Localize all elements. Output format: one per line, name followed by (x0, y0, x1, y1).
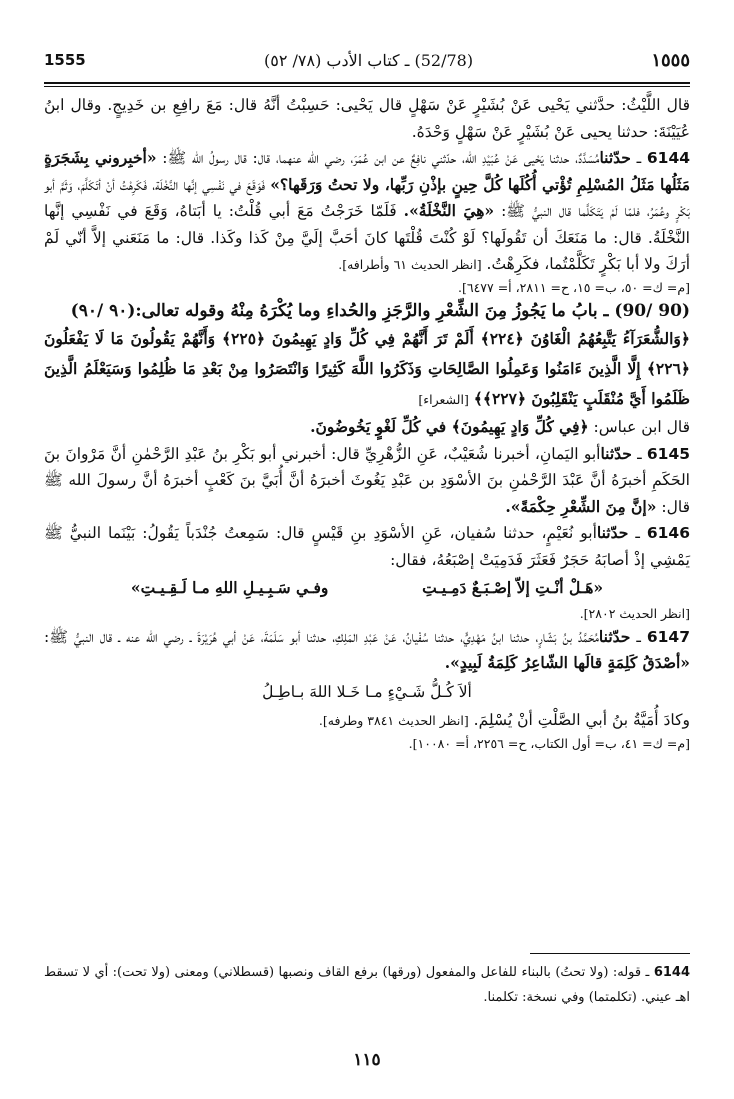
paragraph-laith: قال اللَّيْثُ: حدَّثني يَحْيى عَنْ بُشَيْرٍ عَنْ سَهْلٍ قال يَحْيى: حَسِبْتُ أنَّهُ قال: مَعَ رافِعِ بن خَدِيجٍ. وقال ابنُ عُيَيْنَةَ: حدثنا يحيى عَنْ بُشَيْرٍ عَنْ سَهْلٍ وَحْدَهُ. (44, 96, 690, 141)
page-header (44, 40, 690, 80)
header-rule (44, 82, 690, 87)
hadith-number: 6147 (646, 627, 690, 646)
poem-verse (44, 573, 690, 604)
cross-reference-codes: [م= ك= ٤١، ب= أول الكتاب، ح= ٢٢٥٦، أ= ١٠٠٨٠]. (408, 735, 690, 751)
verse-source: [الشعراء] (418, 392, 469, 407)
chapter-heading: (90 /90) ـ بابُ ما يَجُوزُ مِنَ الشِّعْرِ والرَّجَزِ والحُداءِ وما يُكْرَهُ مِنْهُ وقوله تعالى:(٩٠ /٩٠) (70, 300, 690, 321)
hadith-text: مُحَمَّدُ بنُ بَشّارٍ، حدثنا ابنُ مَهْدِيٍّ، حدثنا سُفْيانُ، عَنْ عَبْدِ المَلِكِ، حدثنا أبو سَلَمَةَ، عَنْ أبي هُرَيْرَةَ ـ رضي الله عنه ـ قال النبيُّ ﷺ: (44, 627, 599, 646)
hadith-number: 6146 (646, 524, 690, 542)
prophet-quote: «إنَّ مِنَ الشِّعْرِ حِكْمَةً». (505, 496, 657, 516)
poem-verse: ألاَ كُـلُّ شَـيْءٍ مـا خَـلا اللهَ بـاطِـلُ (262, 682, 472, 701)
hadith-6145: 6145 ـ حدّثناأبو اليَمانِ، أخبرنا شُعَيْبٌ، عَنِ الزُّهْرِيِّ قال: أخبرني أبو بَكْرِ بنُ عَبْدِ الرَّحْمٰنِ أنَّ مَرْوانَ بنَ الحَكَمِ أخبرَهُ أنَّ عَبْدَ الرَّحْمٰنِ بنَ الأسْوَدِ بن عَبْدِ يَغُوثَ أخبرَهُ أنَّ أُبَيَّ بنَ كَعْبٍ أخبرَهُ أنَّ رسولَ الله ﷺ قال: «إنَّ مِنَ الشِّعْرِ حِكْمَةً». (44, 443, 691, 516)
footnote (44, 960, 690, 1010)
hadith-number: 6145 (646, 444, 691, 463)
hadith-text: فَوَقَعَ في نَفْسِي إنَّها النَّخْلَة، فَكَرِهْتُ أنْ أتَكَلَّمَ، وَثَمَّ أبو بَكْرٍ وعُمَرُ، فلمّا لَمْ يَتَكَلَّما قال النبيُّ ﷺ: (44, 175, 690, 220)
page-body (44, 92, 690, 754)
hadith-6146: 6146 ـ حدّثناأبو نُعَيْمٍ، حدثنا سُفيان، عَنِ الأسْوَدِ بنِ قَيْسٍ قال: سَمِعتُ جُنْدَباً يَقُولُ: بَيْنَما النبيُّ ﷺ يَمْشِي إذْ أصابَهُ حَجَرٌ فَعَثَرَ فَدَمِيَتْ إصْبَعُهُ، فقال: (44, 523, 690, 569)
quran-verses (44, 324, 690, 414)
cross-reference: [انظر الحديث ٢٨٠٢]. (579, 605, 690, 621)
haddathana-label: حدّثنا (598, 626, 631, 646)
cross-reference: [انظر الحديث ٦١ وأطرافه]. (338, 257, 482, 272)
page-number-bottom: ١١٥ (353, 1050, 381, 1070)
hadith-text: أبو اليَمانِ، أخبرنا شُعَيْبٌ، عَنِ الزُّهْرِيِّ قال: أخبرني أبو بَكْرِ بنُ عَبْدِ الرَّحْمٰنِ أنَّ مَرْوانَ بنَ الحَكَمِ أخبرَهُ أنَّ عَبْدَ الرَّحْمٰنِ بنَ الأسْوَدِ بن عَبْدِ يَغُوثَ أخبرَهُ أنَّ أُبَيَّ بنَ كَعْبٍ أخبرَهُ أنَّ رسولَ الله ﷺ قال: (44, 444, 690, 516)
haddathana-label: حدّثنا (600, 443, 632, 463)
prophet-quote: «هِيَ النَّخْلَةُ». (403, 201, 495, 220)
poem-hemistich: «هَـلْ أنْـتِ إلاّ إصْـبَـعٌ دَمِـيـتِ (422, 578, 604, 597)
page-number-arabic: ١٥٥٥ (651, 49, 690, 71)
running-title: (52/78) ـ كتاب الأدب (٧٨/ ٥٢) (263, 50, 474, 70)
hadith-text: فَلَمّا خَرَجْتُ مَعَ أبي قُلْتُ: يا أبَتاهُ، وَقَعَ في نَفْسِي إنَّها النَّخْلَةُ. قال: ما مَنَعَكَ أن تَقُولَها؟ لَوْ كُنْتَ قُلْتَها كانَ أحَبَّ إلَيَّ مِنْ كَذا وكَذا. قال: ما مَنَعَني إلاَّ أنّي لَمْ أرَكَ ولا أبا بَكْرٍ تَكَلَّمْتُما، فكَرِهْتُ. (44, 202, 690, 273)
page-number-latin: 1555 (44, 51, 86, 69)
hadith-6147: 6147 ـ حدّثنامُحَمَّدُ بنُ بَشّارٍ، حدثنا ابنُ مَهْدِيٍّ، حدثنا سُفْيانُ، عَنْ عَبْدِ المَلِكِ، حدثنا أبو سَلَمَةَ، عَنْ أبي هُرَيْرَةَ ـ رضي الله عنه ـ قال النبيُّ ﷺ: «أصْدَقُ كَلِمَةٍ قالَها الشّاعِرُ كَلِمَةُ لَبِيدٍ». (44, 626, 690, 672)
hadith-number: 6144 (646, 149, 691, 167)
hadith-text: وكادَ أُمَيَّةُ بنُ أبي الصَّلْتِ أنْ يُسْلِمَ. [انظر الحديث ٣٨٤١ وطرفه]. (318, 711, 690, 729)
cross-reference-codes: [م= ك= ٥٠، ب= ١٥، ح= ٢٨١١، أ= ٦٤٧٧]. (458, 279, 690, 295)
hadith-6144: 6144 ـ حدّثنامُسَدَّدٌ، حدثنا يَحْيى عَنْ عُبَيْدِ الله، حدّثني نافِعٌ عن ابن عُمَرَ، رضي الله عنهما، قال: قال رسولُ الله ﷺ: «أخبِروني بِشَجَرَةٍ مَثَلُها مَثَلُ المُسْلِمِ تُؤْتي أُكُلَها كُلَّ حِينٍ بإذْنِ رَبِّها، ولا تحتُ وَرَقَها؟» فَوَقَعَ في نَفْسِي إنَّها النَّخْلَة، فَكَرِهْتُ أنْ أتَكَلَّمَ، وَثَمَّ أبو بَكْرٍ وعُمَرُ، فلمّا لَمْ يَتَكَلَّما قال النبيُّ ﷺ: «هِيَ النَّخْلَةُ». فَلَمّا خَرَجْتُ مَعَ أبي قُلْتُ: يا أبَتاهُ، وَقَعَ في نَفْسِي إنَّها النَّخْلَةُ. قال: ما مَنَعَكَ أن تَقُولَها؟ لَوْ كُنْتَ قُلْتَها كانَ أحَبَّ إلَيَّ مِنْ كَذا وكَذا. قال: ما مَنَعَني إلاَّ أنّي لَمْ أرَكَ ولا أبا بَكْرٍ تَكَلَّمْتُما، فكَرِهْتُ. [انظر الحديث ٦١ وأطرافه]. (44, 148, 691, 273)
hadith-text: مُسَدَّدٌ، حدثنا يَحْيى عَنْ عُبَيْدِ الله، حدّثني نافِعٌ عن ابن عُمَرَ، رضي الله عنهما، قال: قال رسولُ الله ﷺ: (162, 149, 600, 167)
hadith-text: أبو نُعَيْمٍ، حدثنا سُفيان، عَنِ الأسْوَدِ بنِ قَيْسٍ قال: سَمِعتُ جُنْدَباً يَقُولُ: بَيْنَما النبيُّ ﷺ يَمْشِي إذْ أصابَهُ حَجَرٌ فَعَثَرَ فَدَمِيَتْ إصْبَعُهُ، فقال: (44, 524, 690, 569)
cross-reference: [انظر الحديث ٣٨٤١ وطرفه]. (318, 713, 469, 728)
footnote-number: 6144 (653, 965, 690, 980)
footnote-rule (530, 953, 690, 954)
haddathana-label: حدّثنا (599, 148, 631, 167)
footnote-text: ـ قوله: (ولا تحتُ) بالبناء للفاعل والمفعول (ورقها) برفع القاف ونصبها (قسطلاني) ومعنى (ولا تحت): أي لا تسقط اهـ عيني. (تكلمتما) وفي نسخة: تكلمنا. (44, 965, 690, 1005)
prophet-quote: «أخبِروني بِشَجَرَةٍ مَثَلُها مَثَلُ المُسْلِمِ تُؤْتي أُكُلَها كُلَّ حِينٍ بإذْنِ رَبِّها، ولا تحتُ وَرَقَها؟» (44, 148, 690, 194)
haddathana-label: حدّثنا (596, 523, 629, 542)
prophet-quote: «أصْدَقُ كَلِمَةٍ قالَها الشّاعِرُ كَلِمَةُ لَبِيدٍ». (444, 653, 690, 672)
verse-text: ﴿وَالشُّعَرَآءُ يَتَّبِعُهُمُ الْغَاوُنَ ﴿٢٢٤﴾ أَلَمْ تَرَ أَنَّهُمْ فِي كُلِّ وَادٍ يَهِيمُونَ ﴿٢٢٥﴾ وَأَنَّهُمْ يَقُولُونَ مَا لَا يَفْعَلُونَ ﴿٢٢٦﴾ إِلَّا الَّذِينَ ءَامَنُوا وَعَمِلُوا الصَّالِحَاتِ وَذَكَرُوا اللَّهَ كَثِيرًا وَانْتَصَرُوا مِنْ بَعْدِ مَا ظُلِمُوا وَسَيَعْلَمُ الَّذِينَ ظَلَمُوا أَيَّ مُنْقَلَبٍ يَنْقَلِبُونَ ﴿٢٢٧﴾﴾ (44, 329, 690, 408)
poem-hemistich: وفـي سَـبِـيـلِ اللهِ مـا لَـقِـيـتِ» (130, 578, 329, 597)
ibn-abbas-commentary: قال ابن عباس: ﴿فِي كُلِّ وَادٍ يَهِيمُونَ﴾ في كُلِّ لَغْوٍ يَخُوضُونَ. (310, 417, 690, 436)
